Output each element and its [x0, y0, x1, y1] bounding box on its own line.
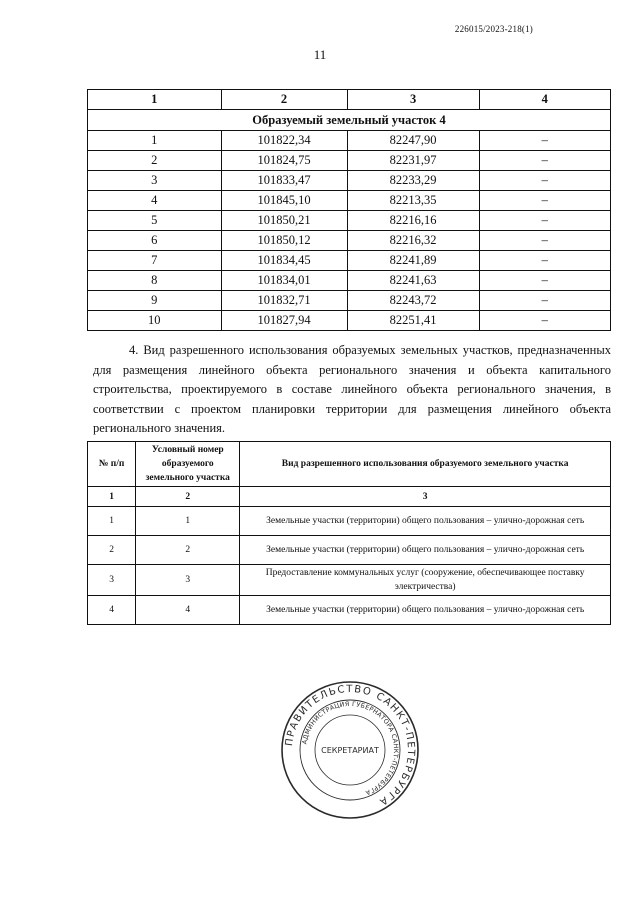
coordinates-table: [87, 89, 611, 331]
coordinate-row: [88, 151, 611, 171]
secretariat-stamp: [280, 680, 420, 820]
coordinate-cell: 82251,41: [347, 311, 479, 331]
coordinate-row: [88, 291, 611, 311]
coordinate-cell: 82216,16: [347, 211, 479, 231]
land-use-col-header: Условный номер образуемого земельного участка: [136, 442, 240, 487]
coordinate-cell: 101850,21: [221, 211, 347, 231]
coordinate-cell: –: [479, 251, 610, 271]
land-use-col-header: Вид разрешенного использования образуемого земельного участка: [240, 442, 611, 487]
coordinate-cell: –: [479, 171, 610, 191]
land-use-cell: 3: [88, 565, 136, 596]
stamp-outer-text: ПРАВИТЕЛЬСТВО САНКТ-ПЕТЕРБУРГА: [284, 683, 417, 808]
stamp-center-text: СЕКРЕТАРИАТ: [321, 746, 379, 755]
coordinate-cell: 82231,97: [347, 151, 479, 171]
coordinate-row: [88, 231, 611, 251]
document-code: 226015/2023-218(1): [454, 24, 533, 34]
stamp-inner-text: АДМИНИСТРАЦИЯ ГУБЕРНАТОРА САНКТ-ПЕТЕРБУРГА: [301, 700, 400, 797]
coordinate-cell: 5: [88, 211, 222, 231]
coordinate-row: [88, 131, 611, 151]
coordinate-cell: 8: [88, 271, 222, 291]
coordinate-cell: –: [479, 291, 610, 311]
land-use-cell: Земельные участки (территории) общего пользования – улично-дорожная сеть: [240, 507, 611, 536]
coordinate-cell: 10: [88, 311, 222, 331]
coord-col-header: 2: [221, 90, 347, 110]
land-use-row: [88, 565, 611, 596]
coordinate-row: [88, 251, 611, 271]
coordinates-header-row: [88, 90, 611, 110]
coordinate-cell: 101833,47: [221, 171, 347, 191]
coordinate-cell: 101845,10: [221, 191, 347, 211]
coordinate-cell: 3: [88, 171, 222, 191]
coord-col-header: 4: [479, 90, 610, 110]
coordinate-cell: 1: [88, 131, 222, 151]
coordinate-cell: –: [479, 271, 610, 291]
coordinate-cell: 4: [88, 191, 222, 211]
coordinate-row: [88, 191, 611, 211]
coordinate-cell: 101827,94: [221, 311, 347, 331]
coordinate-cell: 101832,71: [221, 291, 347, 311]
coordinate-cell: –: [479, 211, 610, 231]
coordinate-cell: 7: [88, 251, 222, 271]
paragraph-4: 4. Вид разрешенного использования образуемых земельных участков, предназначенных для размещения линейного объекта регионального значения и объекта капитального строительства, проектируемого в составе линейного объекта регионального значения, в соответствии с проектом планировки территории для размещения линейного объекта регионального значения.: [93, 343, 611, 435]
coord-col-header: 3: [347, 90, 479, 110]
coordinate-cell: –: [479, 131, 610, 151]
coordinate-row: [88, 211, 611, 231]
coordinate-row: [88, 311, 611, 331]
coordinate-cell: –: [479, 311, 610, 331]
coordinate-cell: –: [479, 151, 610, 171]
land-use-cell: 4: [136, 596, 240, 625]
coordinate-row: [88, 171, 611, 191]
numbering-cell: 2: [136, 487, 240, 507]
land-use-col-header: № п/п: [88, 442, 136, 487]
land-use-cell: Земельные участки (территории) общего пользования – улично-дорожная сеть: [240, 596, 611, 625]
land-use-header-row: [88, 442, 611, 487]
land-use-row: [88, 507, 611, 536]
coordinate-cell: 101834,01: [221, 271, 347, 291]
land-use-row: [88, 596, 611, 625]
land-use-numbering-row: [88, 487, 611, 507]
coordinate-cell: 101850,12: [221, 231, 347, 251]
land-use-cell: Земельные участки (территории) общего пользования – улично-дорожная сеть: [240, 536, 611, 565]
coordinate-cell: 82233,29: [347, 171, 479, 191]
coordinate-cell: 82216,32: [347, 231, 479, 251]
land-use-body: [88, 507, 611, 625]
coordinate-cell: –: [479, 191, 610, 211]
land-use-cell: 1: [88, 507, 136, 536]
coordinate-row: [88, 271, 611, 291]
coordinate-cell: 2: [88, 151, 222, 171]
coordinates-body: [88, 131, 611, 331]
land-use-table: [87, 441, 611, 625]
numbering-cell: 3: [240, 487, 611, 507]
coordinate-cell: –: [479, 231, 610, 251]
coordinate-cell: 101822,34: [221, 131, 347, 151]
section-title: Образуемый земельный участок 4: [88, 110, 611, 131]
land-use-cell: 3: [136, 565, 240, 596]
coordinates-section-row: [88, 110, 611, 131]
land-use-cell: 2: [88, 536, 136, 565]
coordinate-cell: 82243,72: [347, 291, 479, 311]
coord-col-header: 1: [88, 90, 222, 110]
page-number: 11: [313, 47, 327, 62]
numbering-cell: 1: [88, 487, 136, 507]
land-use-cell: Предоставление коммунальных услуг (сооружение, обеспечивающее поставку электричества): [240, 565, 611, 596]
land-use-cell: 2: [136, 536, 240, 565]
coordinate-cell: 101824,75: [221, 151, 347, 171]
land-use-cell: 1: [136, 507, 240, 536]
coordinate-cell: 82213,35: [347, 191, 479, 211]
coordinate-cell: 82241,89: [347, 251, 479, 271]
land-use-row: [88, 536, 611, 565]
coordinate-cell: 9: [88, 291, 222, 311]
coordinate-cell: 82241,63: [347, 271, 479, 291]
coordinate-cell: 6: [88, 231, 222, 251]
coordinate-cell: 82247,90: [347, 131, 479, 151]
land-use-cell: 4: [88, 596, 136, 625]
coordinate-cell: 101834,45: [221, 251, 347, 271]
